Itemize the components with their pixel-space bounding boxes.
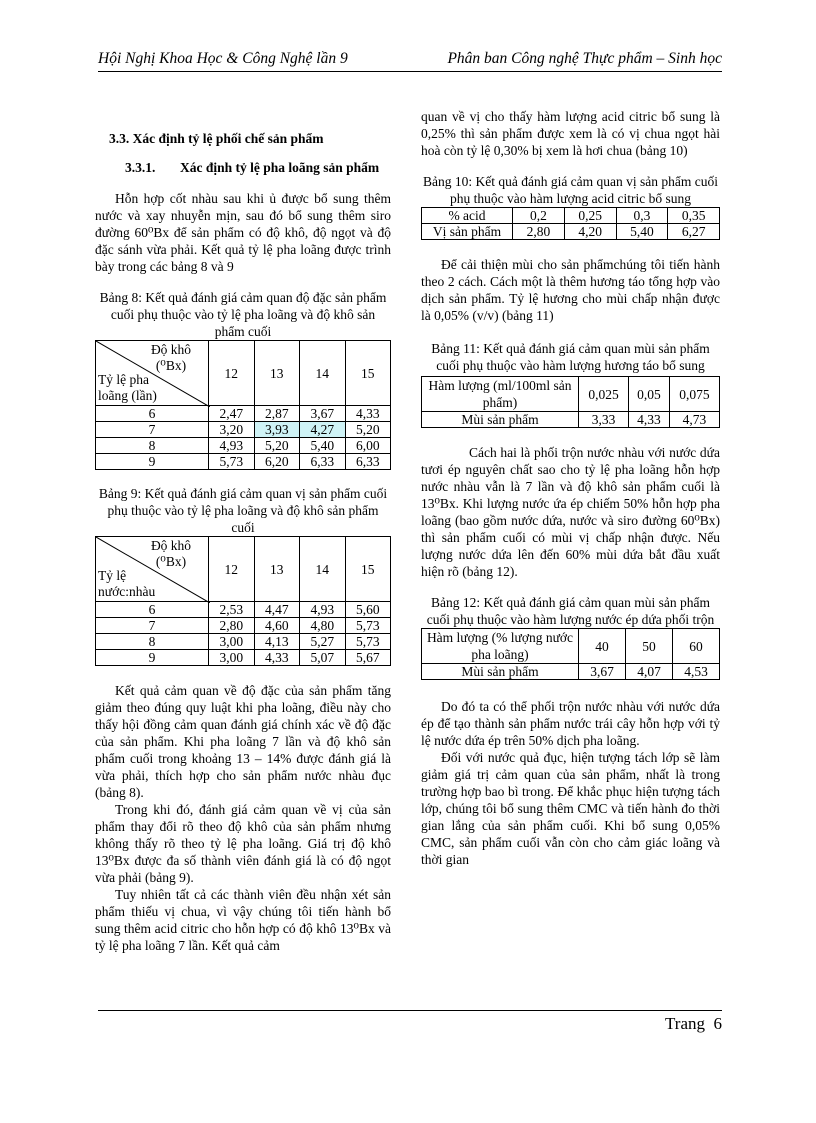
section-heading: 3.3. Xác định tỷ lệ phối chế sản phẩm (109, 131, 324, 146)
table9-corner (96, 537, 209, 602)
table-cell: 4,33 (345, 406, 391, 422)
table-cell: 4,47 (254, 602, 300, 618)
row-label: 7 (96, 618, 209, 634)
table-row (422, 664, 720, 680)
table-cell: 0,2 (513, 208, 565, 224)
table-cell: 60 (673, 629, 720, 664)
table-cell: 5,20 (254, 438, 300, 454)
table11-caption: Bảng 11: Kết quả đánh giá cảm quan mùi sản phẩm cuối phụ thuộc vào hàm lượng hương táo bổ sung (431, 341, 710, 373)
table-row (422, 377, 720, 412)
table-row (96, 406, 391, 422)
table-cell: 5,07 (300, 650, 346, 666)
table8-caption: Bảng 8: Kết quả đánh giá cảm quan độ đặc sản phẩm cuối phụ thuộc vào tỷ lệ pha loãng và độ khô sản phẩm cuối (99, 290, 387, 339)
table-cell: 3,20 (209, 422, 255, 438)
table-cell: 3,33 (579, 412, 629, 428)
table-cell: 2,47 (209, 406, 255, 422)
table-row (96, 454, 391, 470)
table-cell: 6,00 (345, 438, 391, 454)
paragraph: quan về vị cho thấy hàm lượng acid citric bổ sung là 0,25% thì sản phẩm được xem là có vị chua ngọt hài hoà còn tỷ lệ 0,30% bị xem là hơi chua (bảng 10) (421, 109, 720, 158)
table-row (422, 412, 720, 428)
table-cell: 6,33 (345, 454, 391, 470)
row-label: 7 (96, 422, 209, 438)
table9-col-header: 14 (300, 537, 346, 602)
table10-caption: Bảng 10: Kết quả đánh giá cảm quan vị sản phẩm cuối phụ thuộc vào hàm lượng acid citric bổ sung (422, 174, 719, 206)
right-column (421, 108, 720, 868)
paragraph: Để cải thiện mùi cho sản phẩmchúng tôi tiến hành theo 2 cách. Cách một là thêm hương táo tổng hợp vào dịch sản phẩm. Tỷ lệ hương cho mùi chấp nhận được là 0,05% (v/v) (bảng 11) (421, 257, 720, 323)
table-cell: 2,53 (209, 602, 255, 618)
table-cell: 3,00 (209, 650, 255, 666)
row-label: Hàm lượng (ml/100ml sản phẩm) (422, 377, 579, 412)
table-cell: 4,13 (254, 634, 300, 650)
table-cell: 40 (579, 629, 626, 664)
table-cell: 3,67 (579, 664, 626, 680)
row-label: 9 (96, 454, 209, 470)
row-label: Mùi sản phẩm (422, 664, 579, 680)
row-label: Mùi sản phẩm (422, 412, 579, 428)
paragraph: Kết quả cảm quan về độ đặc của sản phẩm tăng giảm theo đúng quy luật khi pha loãng, điều này cho thấy hội đồng cảm quan đánh giá chính xác về độ đặc của sản phẩm. Khi pha loãng 7 lần và độ khô sản phẩm cuối trong khoảng 13 – 14% được đánh giá là vừa phải, thích hợp cho sản phẩm nước nhàu đục (bảng 8). (95, 683, 391, 800)
row-label: 8 (96, 438, 209, 454)
table-row (422, 224, 720, 240)
table-cell: 0,05 (629, 377, 670, 412)
table-cell: 4,60 (254, 618, 300, 634)
subsection-title: Xác định tỷ lệ pha loãng sản phẩm (180, 160, 380, 175)
table-cell: 6,27 (668, 224, 720, 240)
table-row (96, 602, 391, 618)
table-cell: 0,35 (668, 208, 720, 224)
row-label: 6 (96, 602, 209, 618)
row-label: 6 (96, 406, 209, 422)
table-cell: 4,53 (673, 664, 720, 680)
table-cell: 0,25 (564, 208, 616, 224)
table9-corner-bottom: Tỷ lệ nước:nhàu (98, 568, 156, 599)
subsection-heading (125, 159, 391, 176)
table-cell: 4,20 (564, 224, 616, 240)
table-cell: 2,80 (209, 618, 255, 634)
table12 (421, 628, 720, 680)
table8-corner-bottom: Tỷ lệ pha loãng (lần) (98, 372, 157, 403)
row-label: 8 (96, 634, 209, 650)
paragraph: Cách hai là phối trộn nước nhàu với nước dứa tươi ép nguyên chất sao cho tỷ lệ pha loãng hỗn hợp nước nhàu vẫn là 7 lần và độ khô sản phẩm cuối là 13⁰Bx. Khi lượng nước ứa ép chiếm 50% hỗn hợp pha loãng (bao gồm nước dứa, nước và siro đường 60⁰Bx) thì sản phẩm cuối có mùi vị chấp nhận được. Nếu lượng nước dứa lên đến 60% mùi dứa bắt đầu xuất hiện rõ (bảng 12). (421, 445, 720, 579)
table-row (422, 629, 720, 664)
table-cell: 5,27 (300, 634, 346, 650)
table8 (95, 340, 391, 470)
left-column (95, 108, 391, 954)
table11 (421, 376, 720, 428)
footer-rule (98, 1010, 722, 1011)
header-conference: Hội Nghị Khoa Học & Công Nghệ lần 9 (98, 50, 348, 67)
table-cell: 2,87 (254, 406, 300, 422)
table-cell: 5,20 (345, 422, 391, 438)
table9-caption: Bảng 9: Kết quả đánh giá cảm quan vị sản phẩm cuối phụ thuộc vào tỷ lệ pha loãng và độ khô sản phẩm cuối (98, 486, 388, 535)
table8-col-header: 14 (300, 341, 346, 406)
table-row (96, 634, 391, 650)
table-cell: 0,3 (616, 208, 668, 224)
table12-caption: Bảng 12: Kết quả đánh giá cảm quan mùi sản phẩm cuối phụ thuộc vào hàm lượng nước ép dứa phối trộn (426, 595, 715, 627)
table10 (421, 207, 720, 240)
highlighted-cell: 4,27 (300, 422, 346, 438)
table8-col-header: 13 (254, 341, 300, 406)
table-cell: 5,60 (345, 602, 391, 618)
table-cell: 6,33 (300, 454, 346, 470)
table9-col-header: 15 (345, 537, 391, 602)
page-label: Trang (665, 1014, 705, 1033)
table-cell: 5,40 (616, 224, 668, 240)
table-row (422, 208, 720, 224)
paragraph: Trong khi đó, đánh giá cảm quan về vị của sản phẩm thay đổi rõ theo độ khô của sản phẩm nhưng không thấy rõ theo tỷ lệ pha loãng. Giá trị độ khô 13⁰Bx được đa số thành viên đánh giá là có độ ngọt vừa phải (bảng 9). (95, 802, 391, 885)
table-cell: 4,93 (300, 602, 346, 618)
table-row (96, 438, 391, 454)
paragraph: Do đó ta có thể phối trộn nước nhàu với nước dứa ép để tạo thành sản phẩm nước trái cây hỗn hợp với tỷ lệ nước dứa ép trên 50% dịch pha loãng. (421, 699, 720, 748)
table-cell: 4,33 (254, 650, 300, 666)
row-label: Hàm lượng (% lượng nước pha loãng) (422, 629, 579, 664)
table-cell: 2,80 (513, 224, 565, 240)
table-cell: 3,67 (300, 406, 346, 422)
table-row (96, 650, 391, 666)
subsection-number: 3.3.1. (125, 160, 156, 175)
table-cell: 5,73 (345, 618, 391, 634)
table8-col-header: 12 (209, 341, 255, 406)
running-header (98, 50, 722, 72)
table8-corner (96, 341, 209, 406)
table-cell: 6,20 (254, 454, 300, 470)
table-cell: 50 (626, 629, 673, 664)
table-cell: 0,075 (669, 377, 719, 412)
table9 (95, 536, 391, 666)
header-section: Phân ban Công nghệ Thực phẩm – Sinh học (447, 50, 722, 67)
row-label: Vị sản phẩm (422, 224, 513, 240)
table8-corner-top: Độ khô (⁰Bx) (150, 342, 192, 373)
paragraph: Đối với nước quả đục, hiện tượng tách lớp sẽ làm giảm giá trị cảm quan của sản phẩm, nhất là trong trường hợp bao bì trong. Để khắc phục hiện tượng tách lớp, chúng tôi bổ sung thêm CMC và tiến hành đo thời gian lắng của sản phẩm cuối. Khi bổ sung 0,05% CMC, sản phẩm cuối vẫn còn cho cảm giác loãng và thời gian (421, 750, 720, 867)
table-cell: 3,00 (209, 634, 255, 650)
row-label: 9 (96, 650, 209, 666)
table-cell: 4,73 (669, 412, 719, 428)
table9-col-header: 13 (254, 537, 300, 602)
table-cell: 5,73 (345, 634, 391, 650)
table-cell: 4,33 (629, 412, 670, 428)
page-number-value: 6 (713, 1014, 722, 1033)
table9-corner-top: Độ khô (⁰Bx) (150, 538, 192, 569)
table-row (96, 618, 391, 634)
table-cell: 4,07 (626, 664, 673, 680)
highlighted-cell: 3,93 (254, 422, 300, 438)
table-cell: 4,80 (300, 618, 346, 634)
page-number (665, 1014, 722, 1034)
table-cell: 5,40 (300, 438, 346, 454)
table-cell: 5,67 (345, 650, 391, 666)
table9-col-header: 12 (209, 537, 255, 602)
table-cell: 5,73 (209, 454, 255, 470)
table-cell: 4,93 (209, 438, 255, 454)
paragraph: Tuy nhiên tất cả các thành viên đều nhận xét sản phẩm thiếu vị chua, vì vậy chúng tôi tiến hành bổ sung thêm acid citric cho hỗn hợp có độ khô 13⁰Bx và tỷ lệ pha loãng 7 lần. Kết quả cảm (95, 887, 391, 953)
paragraph: Hỗn hợp cốt nhàu sau khi ủ được bổ sung thêm nước và xay nhuyễn mịn, sau đó bổ sung thêm siro đường 60⁰Bx để sản phẩm có độ khô, độ ngọt và độ đặc sánh vừa phải. Kết quả tỷ lệ pha loãng được trình bày trong các bảng 8 và 9 (95, 191, 391, 274)
table-row (96, 422, 391, 438)
table8-col-header: 15 (345, 341, 391, 406)
table-cell: 0,025 (579, 377, 629, 412)
row-label: % acid (422, 208, 513, 224)
